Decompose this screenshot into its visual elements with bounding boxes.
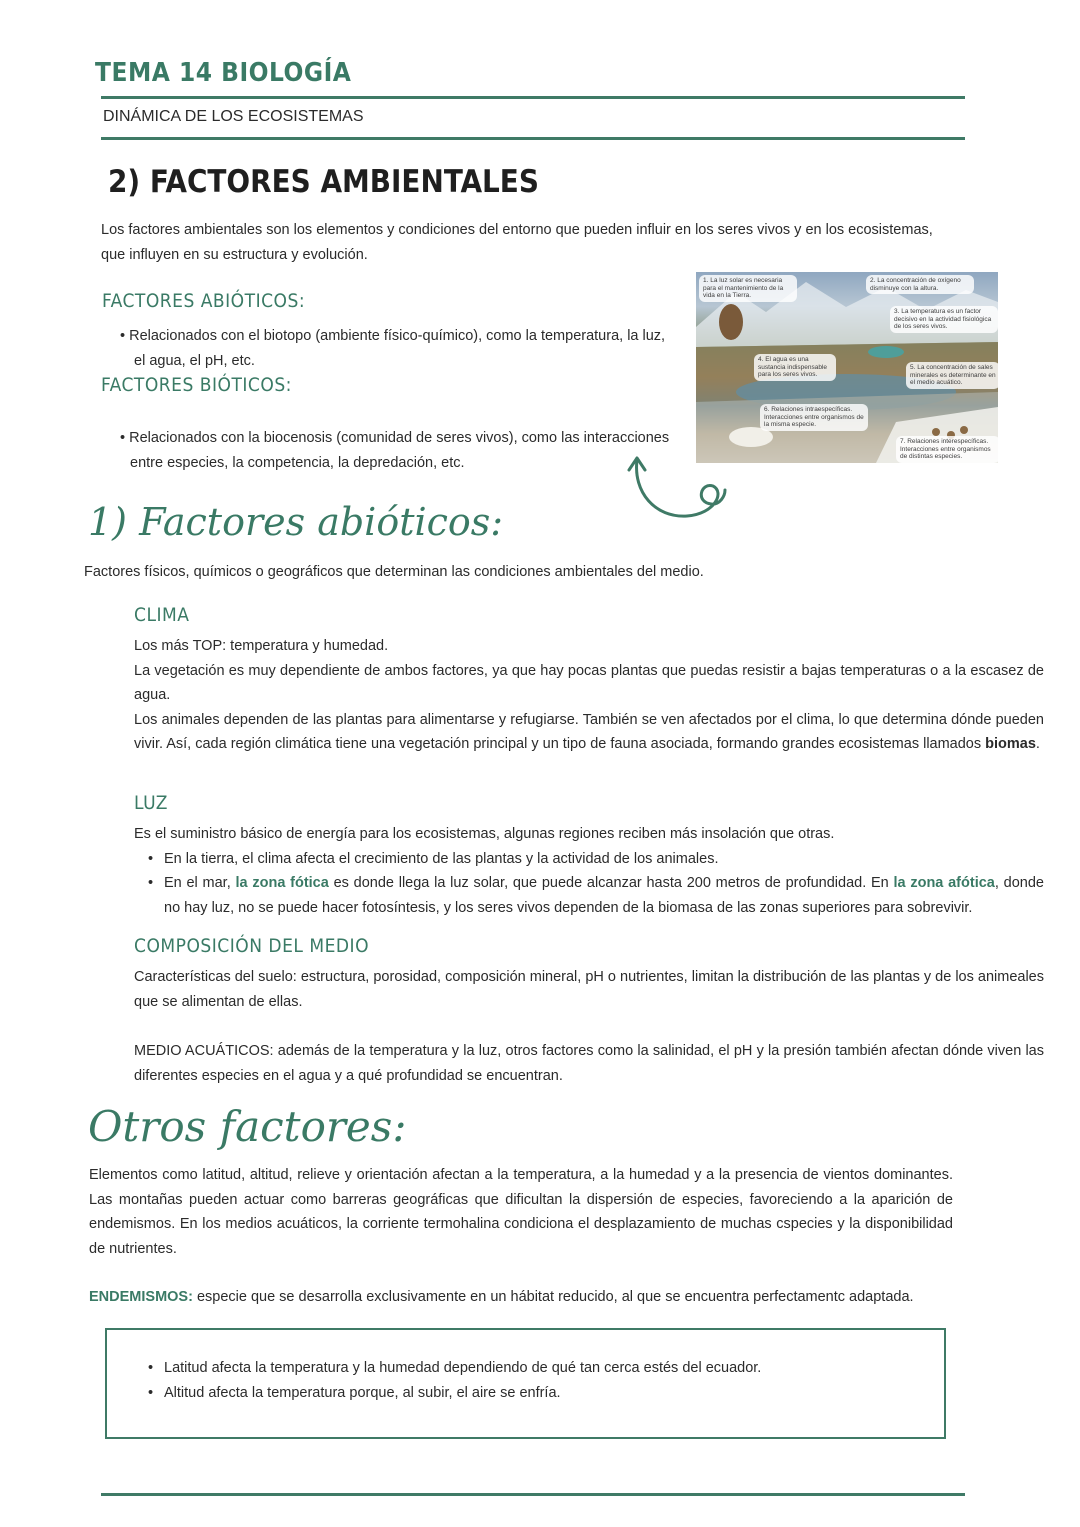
header-top-rule bbox=[101, 96, 965, 99]
summary-bullet-latitud: • Latitud afecta la temperatura y la humedad dependiendo de qué tan cerca estés del ecuador. bbox=[164, 1356, 914, 1381]
bioticos-line-2: entre especies, la competencia, la depredación, etc. bbox=[130, 454, 465, 471]
intro-paragraph bbox=[101, 218, 981, 267]
luz-paragraph-1: Es el suministro básico de energía para los ecosistemas, algunas regiones reciben más insolación que otras. bbox=[134, 826, 835, 842]
abioticos-definition: Factores físicos, químicos o geográficos que determinan las condiciones ambientales del medio. bbox=[84, 564, 704, 580]
ecosystem-factors-figure bbox=[696, 272, 998, 463]
zona-fotica-term: la zona fótica bbox=[235, 875, 329, 891]
abioticos-bullet bbox=[120, 324, 700, 373]
luz-bullet-1: • En la tierra, el clima afecta el crecimiento de las plantas y la actividad de los animales. bbox=[164, 847, 1044, 872]
zona-afotica-term: la zona afótica bbox=[893, 875, 995, 891]
clima-body bbox=[134, 634, 1044, 757]
endemismos-definition: ENDEMISMOS: especie que se desarrolla exclusivamente en un hábitat reducido, al que se encuentra perfectamentc adaptada. bbox=[89, 1289, 914, 1305]
otros-factores-paragraph: Elementos como latitud, altitud, relieve y orientación afectan a la temperatura, a la humedad y a la presencia de vientos dominantes. Las montañas pueden actuar como barreras geográficas que dificultan la dispersión de especies, favoreciendo a la aparición de endemismos. En los medios acuáticos, la corriente termohalina condiciona el desplazamiento de muchas cspecies y la disponibilidad de nutrientes. bbox=[89, 1167, 953, 1257]
figure-label-3: 3. La temperatura es un factor decisivo en la actividad fisiológica de los seres vivos. bbox=[890, 306, 998, 333]
biomas-term: biomas bbox=[985, 736, 1036, 752]
bioticos-bullet bbox=[120, 426, 700, 475]
section-title-otros-factores: Otros factores: bbox=[88, 1102, 407, 1151]
figure-label-1: 1. La luz solar es necesaria para el mantenimiento de la vida en la Tierra. bbox=[699, 275, 797, 302]
curved-arrow-icon bbox=[625, 452, 735, 524]
abioticos-heading: FACTORES ABIÓTICOS: bbox=[102, 290, 306, 312]
header-bottom-rule bbox=[101, 137, 965, 140]
clima-heading: CLIMA bbox=[134, 604, 190, 626]
endemismos-label: ENDEMISMOS: bbox=[89, 1289, 193, 1305]
composicion-heading: COMPOSICIÓN DEL MEDIO bbox=[134, 935, 370, 957]
luz-heading: LUZ bbox=[134, 792, 168, 814]
summary-box-content bbox=[134, 1356, 914, 1405]
figure-label-6: 6. Relaciones intraespecíficas. Interacciones entre organismos de la misma especie. bbox=[760, 404, 868, 431]
abioticos-line-1: Relacionados con el biotopo (ambiente físico-químico), como la temperatura, la luz, bbox=[129, 328, 666, 344]
summary-bullets bbox=[134, 1356, 914, 1405]
medio-acuatico-paragraph: MEDIO ACUÁTICOS: además de la temperatura y la luz, otros factores como la salinidad, el pH y la presión también afectan dónde viven las diferentes especies en el agua y a qué profundidad se encuentran. bbox=[134, 1043, 1044, 1084]
intro-line-1: Los factores ambientales son los elementos y condiciones del entorno que pueden influir en los seres vivos y en los ecosistemas, bbox=[101, 222, 933, 238]
bullet-dot: • bbox=[120, 328, 126, 344]
tema-title: TEMA 14 BIOLOGÍA bbox=[95, 58, 352, 88]
figure-label-4: 4. El agua es una sustancia indispensable para los seres vivos. bbox=[754, 354, 836, 381]
clima-paragraph-3: Los animales dependen de las plantas para alimentarse y refugiarse. También se ven afectados por el clima, lo que determina dónde pueden vivir. Así, cada región climática tiene una vegetación principal y un tipo de fauna asociada, formando grandes ecosistemas llamados biomas. bbox=[134, 711, 1044, 752]
figure-label-2: 2. La concentración de oxígeno disminuye con la altura. bbox=[866, 275, 974, 294]
bullet-dot: • bbox=[120, 430, 126, 446]
abioticos-line-2: el agua, el pH, etc. bbox=[134, 352, 255, 369]
clima-paragraph-1: Los más TOP: temperatura y humedad. bbox=[134, 638, 389, 654]
figure-label-7: 7. Relaciones interespecíficas. Interacciones entre organismos de distintas especies. bbox=[896, 436, 998, 463]
summary-bullet-altitud: • Altitud afecta la temperatura porque, al subir, el aire se enfría. bbox=[164, 1381, 914, 1406]
bioticos-line-1: Relacionados con la biocenosis (comunidad de seres vivos), como las interacciones bbox=[129, 430, 670, 446]
composicion-paragraph-1: Características del suelo: estructura, porosidad, composición mineral, pH o nutrientes, limitan la distribución de las plantas y de los animeales que se alimentan de ellas. bbox=[134, 969, 1044, 1010]
luz-bullet-2: • En el mar, la zona fótica es donde llega la luz solar, que puede alcanzar hasta 200 metros de profundidad. En la zona afótica, donde no hay luz, no se puede hacer fotosíntesis, y los seres vivos dependen de la biomasa de las zonas superiores para sobrevivir. bbox=[164, 871, 1044, 920]
bioticos-heading: FACTORES BIÓTICOS: bbox=[101, 374, 292, 396]
section-title-factores-abioticos: 1) Factores abióticos: bbox=[88, 500, 504, 544]
section-title-factores-ambientales: 2) FACTORES AMBIENTALES bbox=[108, 164, 539, 200]
footer-rule bbox=[101, 1493, 965, 1496]
luz-body bbox=[134, 822, 1044, 920]
clima-paragraph-2: La vegetación es muy dependiente de ambos factores, ya que hay pocas plantas que puedas resistir a bajas temperaturas o a la escasez de agua. bbox=[134, 662, 1044, 703]
figure-label-5: 5. La concentración de sales minerales es determinante en el medio acuático. bbox=[906, 362, 998, 389]
document-subtitle: DINÁMICA DE LOS ECOSISTEMAS bbox=[103, 108, 364, 125]
luz-bullets bbox=[134, 847, 1044, 921]
intro-line-2: que influyen en su estructura y evolución. bbox=[101, 246, 368, 263]
